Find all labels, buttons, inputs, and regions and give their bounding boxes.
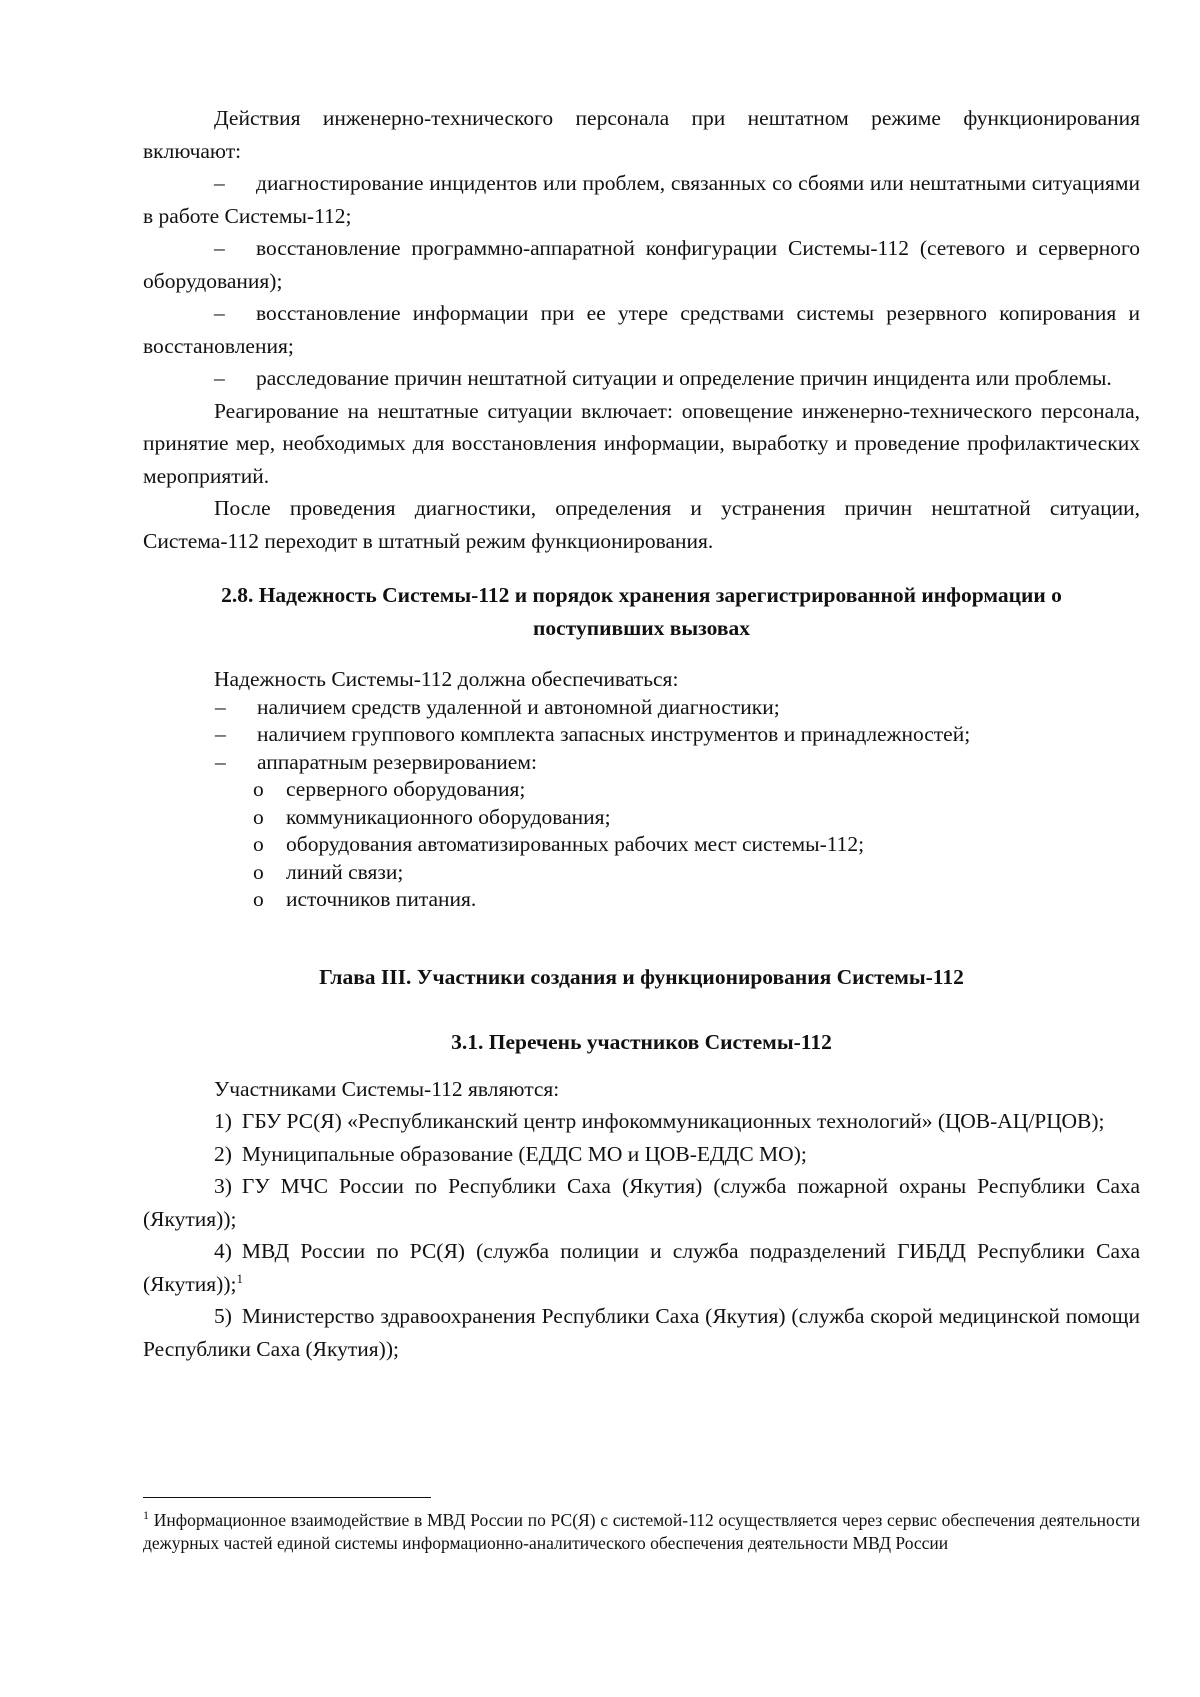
sub-list-item-text: коммуникационного оборудования;: [286, 804, 611, 829]
item-text: Министерство здравоохранения Республики Саха (Якутия) (служба скорой медицинской помощи Республики Саха (Якутия));: [143, 1304, 1140, 1361]
sub-list-item: [143, 831, 1140, 859]
item-text: МВД России по РС(Я) (служба полиции и служба подразделений ГИБДД Республики Саха (Якутия));: [143, 1239, 1140, 1296]
list-item-text: аппаратным резервированием:: [257, 749, 537, 774]
list-item: [143, 721, 1140, 749]
circle-bullet: o: [253, 804, 264, 829]
circle-bullet: o: [253, 777, 264, 801]
sub-list-item-text: серверного оборудования;: [286, 777, 526, 801]
section-a-item-text: расследование причин нештатной ситуации и определение причин инцидента или проблемы.: [256, 366, 1112, 390]
item-number: 5): [214, 1304, 232, 1328]
item-text: ГБУ РС(Я) «Республиканский центр инфокоммуникационных технологий» (ЦОВ-АЦ/РЦОВ);: [241, 1109, 1105, 1133]
item-text: Муниципальные образование (ЕДДС МО и ЦОВ-ЕДДС МО);: [241, 1141, 807, 1166]
sub-list-item: [143, 776, 1140, 804]
document-page: [143, 102, 1140, 1365]
dash-bullet: –: [214, 236, 225, 260]
section-a-item: [143, 167, 1140, 232]
numbered-item: [143, 1235, 1140, 1300]
list-item-text: наличием группового комплекта запасных инструментов и принадлежностей;: [257, 722, 971, 746]
list-item: [143, 694, 1140, 722]
sub-list-item-text: линий связи;: [286, 859, 404, 884]
section-a-para: После проведения диагностики, определения и устранения причин нештатной ситуации, Система-112 переходит в штатный режим функционирования.: [143, 496, 1140, 553]
numbered-item: [143, 1170, 1140, 1235]
footnote-mark: 1: [143, 1508, 149, 1523]
section-a-item-text: восстановление информации при ее утере средствами системы резервного копирования и восстановления;: [143, 301, 1140, 358]
numbered-item: [143, 1105, 1140, 1138]
numbered-item: [143, 1138, 1140, 1171]
numbered-item: [143, 1300, 1140, 1365]
dash-bullet: –: [215, 694, 226, 719]
dash-bullet: –: [214, 366, 225, 390]
sub-list-item: [143, 886, 1140, 914]
list-item-text: наличием средств удаленной и автономной диагностики;: [257, 694, 780, 719]
circle-bullet: o: [253, 859, 264, 884]
item-text: ГУ МЧС России по Республики Саха (Якутия) (служба пожарной охраны Республики Саха (Якутия));: [143, 1174, 1140, 1231]
section-intro: Надежность Системы-112 должна обеспечиваться:: [214, 667, 679, 691]
sub-list-item: [143, 859, 1140, 887]
list-item: [143, 749, 1140, 777]
section-a-intro: Действия инженерно-технического персонала при нештатном режиме функционирования включают:: [143, 106, 1140, 163]
item-number: 4): [214, 1239, 232, 1263]
sub-list-item: [143, 804, 1140, 832]
item-number: 1): [214, 1109, 232, 1133]
footnote: [143, 1509, 1140, 1555]
item-number: 3): [214, 1174, 232, 1198]
section-heading: 2.8. Надежность Системы-112 и порядок хранения зарегистрированной информации о: [221, 583, 1062, 607]
section-a-item-text: восстановление программно-аппаратной конфигурации Системы-112 (сетевого и серверного оборудования);: [143, 236, 1140, 293]
section-a-item: [143, 297, 1140, 362]
section-a-item: [143, 362, 1140, 395]
dash-bullet: –: [214, 171, 225, 195]
circle-bullet: o: [253, 832, 264, 856]
section-a-item-text: диагностирование инцидентов или проблем, связанных со сбоями или нештатными ситуациями в работе Системы-112;: [143, 171, 1140, 228]
section-heading: 3.1. Перечень участников Системы-112: [451, 1030, 832, 1054]
section-intro: Участниками Системы-112 являются:: [214, 1076, 560, 1101]
dash-bullet: –: [215, 722, 226, 746]
section-a-item: [143, 232, 1140, 297]
footnote-divider: [143, 1497, 431, 1498]
chapter-heading: Глава III. Участники создания и функционирования Системы-112: [319, 964, 964, 989]
footnote-text: Информационное взаимодействие в МВД России по РС(Я) с системой-112 осуществляется через сервис обеспечения деятельности дежурных частей единой системы информационно-аналитического обеспечения деятельности МВД России: [143, 1510, 1140, 1553]
item-number: 2): [214, 1141, 232, 1166]
dash-bullet: –: [215, 749, 226, 774]
sub-list-item-text: источников питания.: [286, 887, 477, 911]
footnote-ref[interactable]: 1: [236, 1270, 243, 1286]
section-heading: поступивших вызовах: [533, 615, 750, 640]
dash-bullet: –: [214, 301, 225, 325]
section-a-para: Реагирование на нештатные ситуации включает: оповещение инженерно-технического персонала, принятие мер, необходимых для восстановления информации, выработку и проведение профилактических мероприятий.: [143, 398, 1140, 488]
circle-bullet: o: [253, 887, 264, 911]
sub-list-item-text: оборудования автоматизированных рабочих мест системы-112;: [286, 832, 865, 856]
